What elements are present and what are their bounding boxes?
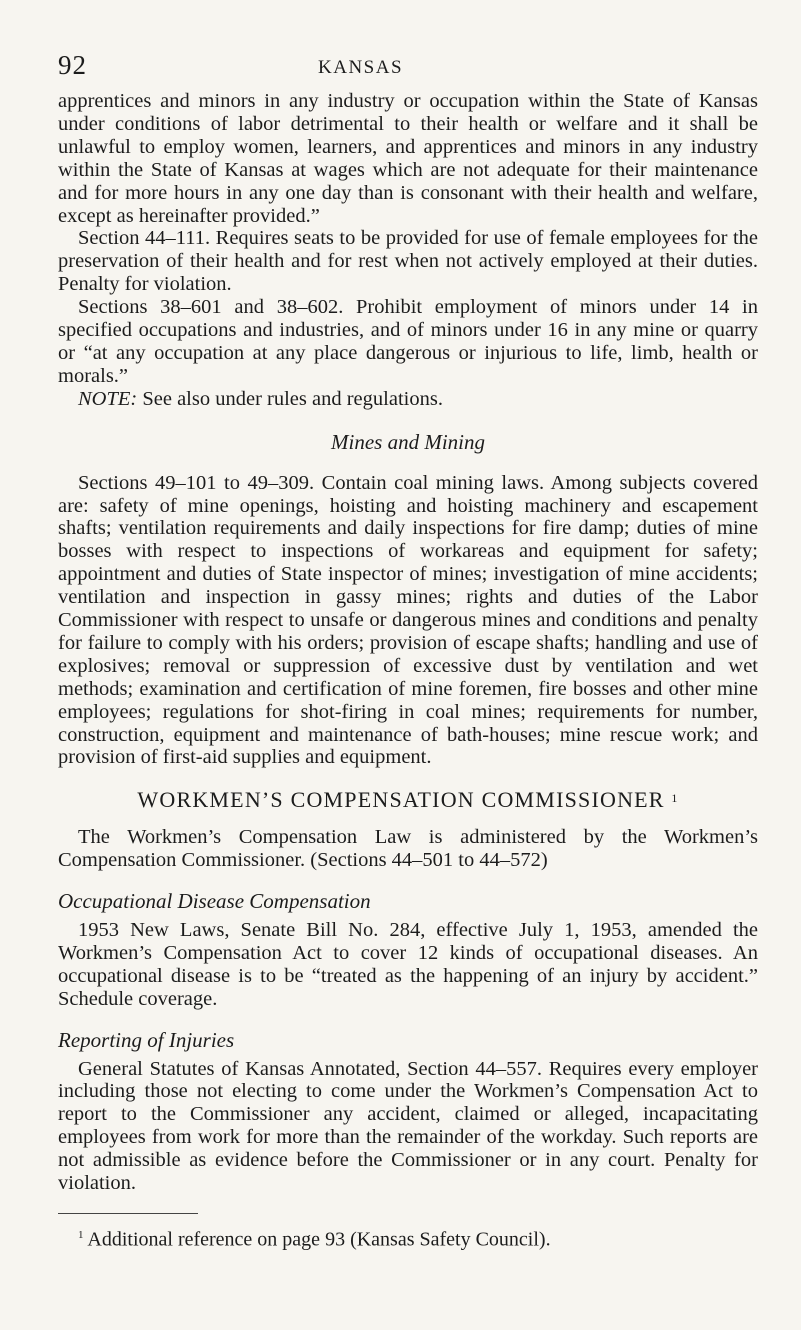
note-text: See also under rules and regulations.: [137, 387, 443, 410]
page-header: [58, 50, 761, 80]
page-body: [58, 90, 758, 1252]
footnote-number: 1: [78, 1228, 84, 1241]
mines-heading: Mines and Mining: [331, 429, 485, 454]
footnote-marker: 1: [671, 791, 679, 806]
page-number: 92: [58, 50, 87, 80]
running-head: KANSAS: [318, 57, 404, 78]
workmens-heading-text: WORKMEN’S COMPENSATION COMMISSIONER: [137, 787, 665, 813]
workmens-paragraph: The Workmen’s Compensation Law is administered by the Workmen’s Compensation Commissioner. (Sections 44–501 to 44–572): [58, 826, 758, 872]
footnote-text: Additional reference on page 93 (Kansas Safety Council).: [83, 1228, 551, 1251]
reporting-injuries-heading: Reporting of Injuries: [58, 1027, 235, 1052]
paragraph-note: [58, 388, 758, 411]
occupational-disease-paragraph: 1953 New Laws, Senate Bill No. 284, effective July 1, 1953, amended the Workmen’s Compensation Act to cover 12 kinds of occupational diseases. An occupational disease is to be “treated as the happening of an injury by accident.” Schedule coverage.: [58, 919, 758, 1010]
workmens-compensation-heading: [58, 789, 758, 812]
paragraph-section-44-111: Section 44–111. Requires seats to be provided for use of female employees for the preservation of their health and for rest when not actively employed at their duties. Penalty for violation.: [58, 227, 758, 296]
reporting-injuries-paragraph: General Statutes of Kansas Annotated, Section 44–557. Requires every employer including those not electing to come under the Workmen’s Compensation Act to report to the Commissioner any accident, claimed or alleged, incapacitating employees from work for more than the remainder of the workday. Such reports are not admissible as evidence before the Commissioner or in any court. Penalty for violation.: [58, 1057, 758, 1195]
note-label: NOTE:: [78, 387, 138, 410]
footnote: [58, 1224, 758, 1252]
footnote-divider: [58, 1213, 198, 1214]
mines-paragraph: Sections 49–101 to 49–309. Contain coal mining laws. Among subjects covered are: safety of mine openings, hoisting and hoisting machinery and escapement shafts; ventilation requirements and daily inspections for fire damp; duties of mine bosses with respect to inspections of workareas and equipment for safety; appointment and duties of State inspector of mines; investigation of mine accidents; ventilation and inspection in gassy mines; rights and duties of the Labor Commissioner with respect to unsafe or dangerous mines and conditions and penalty for failure to comply with his orders; provision of escape shafts; handling and use of explosives; removal or suppression of excessive dust by ventilation and wet methods; examination and certification of mine foremen, fire bosses and other mine employees; regulations for shot-firing in coal mines; requirements for number, construction, equipment and maintenance of bath-houses; mine rescue work; and provision of first-aid supplies and equipment.: [58, 471, 758, 769]
occupational-disease-heading: Occupational Disease Compensation: [58, 889, 371, 914]
paragraph-continuation: apprentices and minors in any industry or occupation within the State of Kansas under conditions of labor detrimental to their health or welfare and it shall be unlawful to employ women, learners, and apprentices and minors in any industry within the State of Kansas at wages which are not adequate for their maintenance and for more hours in any one day than is consonant with their health and welfare, except as hereinafter provided.”: [58, 90, 758, 227]
paragraph-sections-38-601: Sections 38–601 and 38–602. Prohibit employment of minors under 14 in specified occupations and industries, and of minors under 16 in any mine or quarry or “at any occupation at any place dangerous or injurious to life, limb, health or morals.”: [58, 296, 758, 387]
